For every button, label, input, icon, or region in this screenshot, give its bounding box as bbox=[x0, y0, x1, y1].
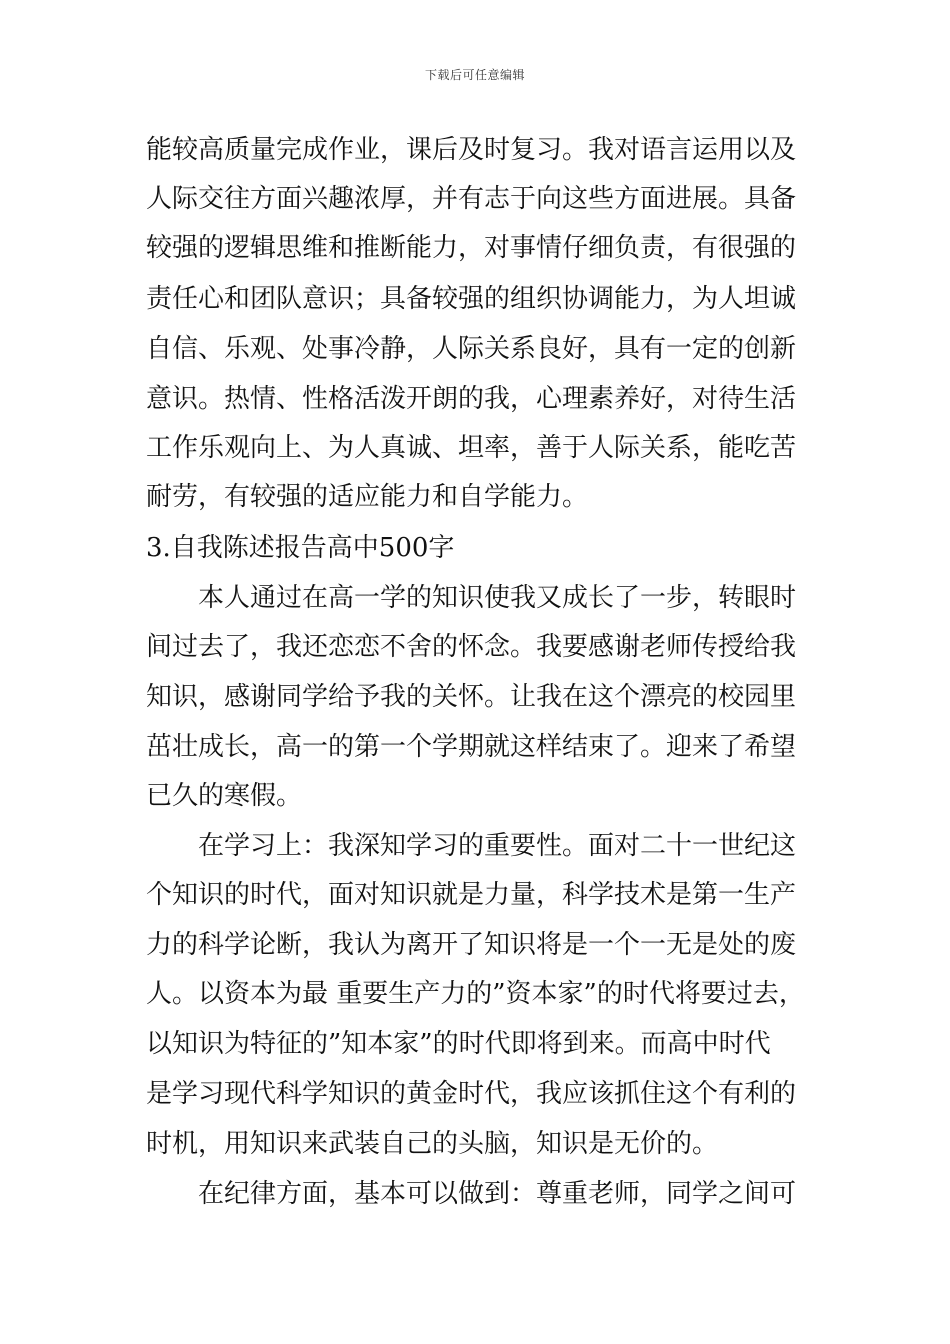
text-line-15: 在学习上：我深知学习的重要性。面对二十一世纪这 bbox=[198, 831, 797, 861]
text-line-3: 较强的逻辑思维和推断能力，对事情仔细负责，有很强的 bbox=[146, 233, 797, 263]
text-line-19: 以知识为特征的”知本家”的时代即将到来。而高中时代 bbox=[146, 1029, 771, 1059]
text-line-4: 责任心和团队意识；具备较强的组织协调能力，为人坦诚 bbox=[146, 284, 797, 314]
text-line-7: 工作乐观向上、为人真诚、坦率，善于人际关系，能吃苦 bbox=[146, 433, 797, 463]
text-line-18: 人。以资本为最 重要生产力的”资本家”的时代将要过去， bbox=[146, 979, 805, 1009]
section-heading: 3.自我陈述报告高中500字 bbox=[146, 533, 455, 563]
text-line-14: 已久的寒假。 bbox=[146, 781, 303, 811]
text-line-11: 间过去了，我还恋恋不舍的怀念。我要感谢老师传授给我 bbox=[146, 632, 797, 662]
page-header: 下载后可任意编辑 bbox=[424, 68, 525, 82]
text-line-21: 时机，用知识来武装自己的头脑，知识是无价的。 bbox=[146, 1129, 719, 1159]
text-line-5: 自信、乐观、处事冷静，人际关系良好，具有一定的创新 bbox=[146, 334, 797, 364]
text-line-1: 能较高质量完成作业，课后及时复习。我对语言运用以及 bbox=[146, 135, 797, 165]
text-line-6: 意识。热情、性格活泼开朗的我，心理素养好，对待生活 bbox=[146, 384, 797, 414]
text-line-17: 力的科学论断，我认为离开了知识将是一个一无是处的废 bbox=[146, 930, 797, 960]
text-line-22: 在纪律方面，基本可以做到：尊重老师，同学之间可 bbox=[198, 1179, 797, 1209]
text-line-8: 耐劳，有较强的适应能力和自学能力。 bbox=[146, 482, 589, 512]
text-line-2: 人际交往方面兴趣浓厚，并有志于向这些方面进展。具备 bbox=[146, 184, 797, 214]
text-line-20: 是学习现代科学知识的黄金时代，我应该抓住这个有利的 bbox=[146, 1079, 797, 1109]
text-line-13: 茁壮成长，高一的第一个学期就这样结束了。迎来了希望 bbox=[146, 732, 797, 762]
text-line-16: 个知识的时代，面对知识就是力量，科学技术是第一生产 bbox=[146, 880, 797, 910]
text-line-10: 本人通过在高一学的知识使我又成长了一步，转眼时 bbox=[198, 583, 797, 613]
text-line-12: 知识，感谢同学给予我的关怀。让我在这个漂亮的校园里 bbox=[146, 682, 797, 712]
